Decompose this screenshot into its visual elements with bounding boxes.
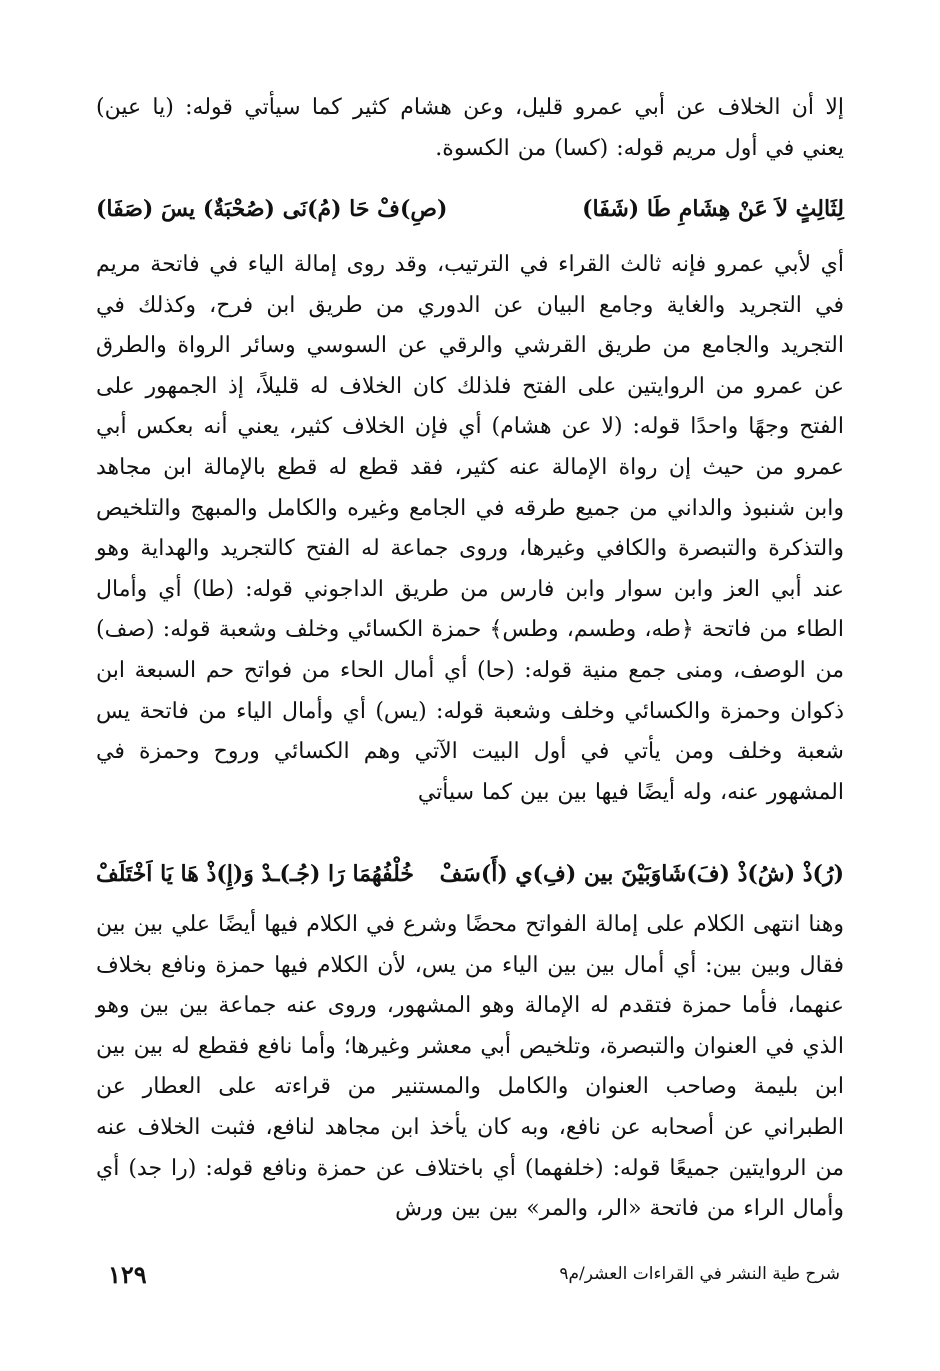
verse-line-2 xyxy=(96,857,844,897)
verse-1-first-hemistich: لِثَالِثٍ لاَ عَنْ هِشَامِ طَا (شَفَا) xyxy=(582,196,844,222)
page-number: ١٢٩ xyxy=(108,1260,147,1289)
page-footer xyxy=(108,1258,840,1298)
commentary-paragraph-2: وهنا انتهى الكلام على إمالة الفواتح محضًا وشرع في الكلام فيها أيضًا علي بين بين فقال وبين بين: أي أمال بين بين الياء من يس، لأن الكلام فيها حمزة ونافع بخلاف عنهما، فأما حمزة فتقدم له الإمالة وهو المشهور، وروى عنه جماعة بين بين وهو الذي في العنوان والتبصرة، وتلخيص أبي معشر وغيرها؛ وأما نافع فقطع له بين بين ابن بليمة وصاحب العنوان والكامل والمستنير من قراءته على العطار عن الطبراني عن أصحابه عن نافع، وبه كان يأخذ ابن مجاهد لنافع، فثبت الخلاف عنه من الروايتين جميعًا قوله: (خلفهما) أي باختلاف عن حمزة ونافع قوله: (را جد) أي وأمال الراء من فاتحة «الر، والمر» بين بين ورش xyxy=(96,912,844,1222)
verse-2-first-hemistich: (رُ)ذْ (شُ)ذْ (فَ)شَاوَبَيْنَ بين (فِ)ي (أَ)سَفْ xyxy=(439,861,844,887)
verse-2-second-hemistich: خُلْفُهُمَا رَا (جُـ)ـدْ وَ(إِ)ذْ هَا يَا اَخْتَلَفْ xyxy=(96,861,415,887)
commentary-paragraph-1: أي لأبي عمرو فإنه ثالث القراء في الترتيب، وقد روى إمالة الياء في فاتحة مريم في التجريد والغاية وجامع البيان عن الدوري من طريق ابن فرح، وكذلك في التجريد والجامع من طريق القرشي والرقي عن السوسي وسائر الرواة والطرق عن عمرو من الروايتين على الفتح فلذلك كان الخلاف له قليلاً، إذ الجمهور على الفتح وجهًا واحدًا قوله: (لا عن هشام) أي فإن الخلاف كثير، يعني أنه بعكس أبي عمرو من حيث إن رواة الإمالة عنه كثير، فقد قطع له قطع بالإمالة ابن مجاهد وابن شنبوذ والداني من جميع طرقه في الجامع وغيره والكامل والمبهج والتلخيص والتذكرة والتبصرة والكافي وغيرها، وروى جماعة له الفتح كالتجريد والهداية وهو عند أبي العز وابن سوار وابن فارس من طريق الداجوني قوله: (طا) أي وأمال الطاء من فاتحة ﴿طه، وطسم، وطس﴾ حمزة الكسائي وخلف وشعبة قوله: (صف) من الوصف، ومنى جمع منية قوله: (حا) أي أمال الحاء من فواتح حم السبعة ابن ذكوان وحمزة والكسائي وخلف وشعبة قوله: (يس) أي وأمال الياء من فاتحة يس شعبة وخلف ومن يأتي في أول البيت الآتي وهم الكسائي وروح وحمزة في المشهور عنه، وله أيضًا فيها بين بين كما سيأتي xyxy=(96,252,844,805)
verse-1-second-hemistich: (صِ)فْ حَا (مُ)نَى (صُحْبَةٌ) يسَ (صَفَا) xyxy=(96,196,448,222)
verse-line-1 xyxy=(96,192,844,232)
intro-paragraph: إلا أن الخلاف عن أبي عمرو قليل، وعن هشام كثير كما سيأتي قوله: (يا عين) يعني في أول مريم قوله: (كسا) من الكسوة. xyxy=(96,95,844,161)
book-title: شرح طية النشر في القراءات العشر/م٩ xyxy=(559,1264,840,1284)
